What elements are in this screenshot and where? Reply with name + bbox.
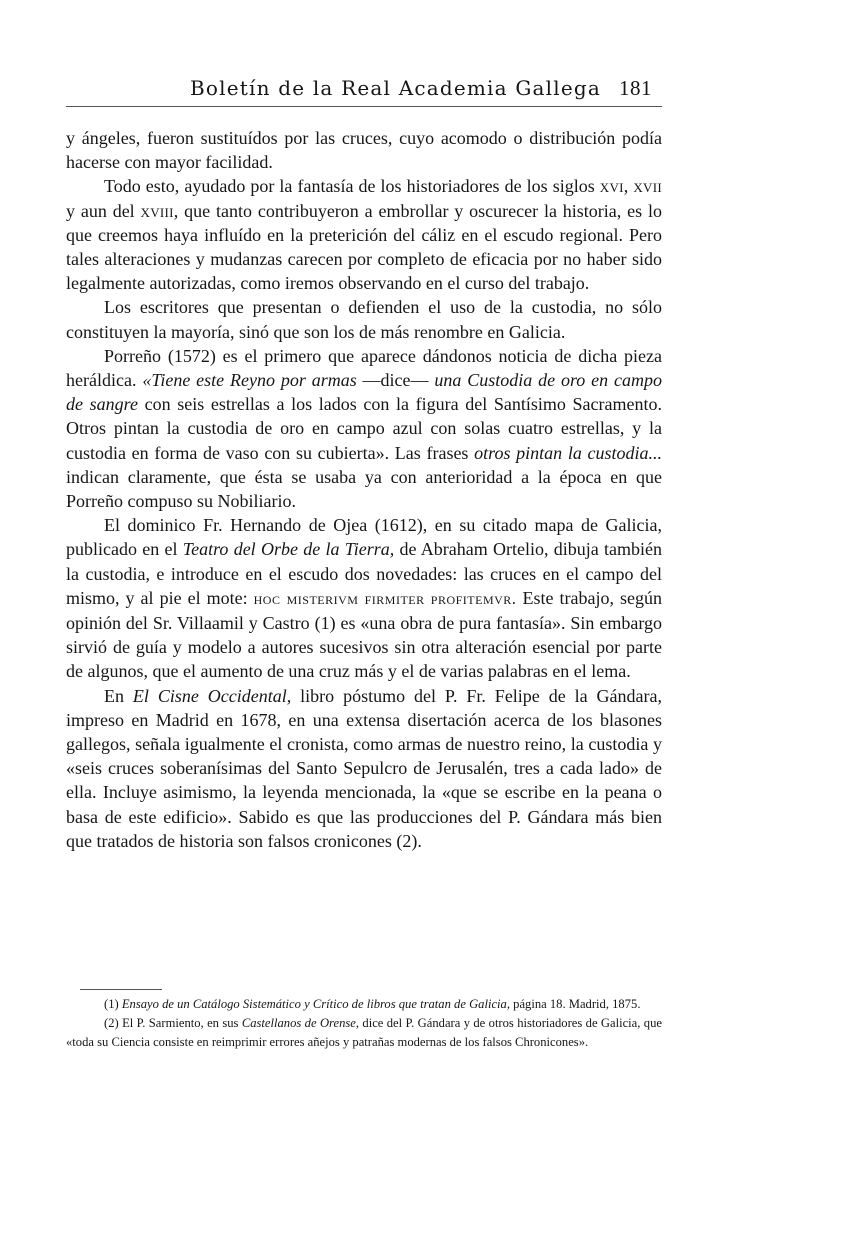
- paragraph-4-text-b: —dice—: [356, 370, 435, 391]
- footnote-1-title: Ensayo de un Catálogo Sistemático y Crítico de libros que tratan de Galicia,: [121, 997, 510, 1011]
- paragraph-3: [66, 295, 662, 343]
- paragraph-4-text-c: con seis estrellas a los lados con la figura del Santísimo Sacramento. Otros pintan la custodia de oro en campo azul con solas cuatro estrellas, y la custodia en forma de vaso con su cubierta». Las frases: [66, 394, 663, 463]
- footnote-2-mark: (2): [104, 1016, 119, 1030]
- motto-hoc-misterivm: hoc misterivm firmiter profitemvr.: [253, 588, 517, 608]
- paragraph-4: [66, 344, 662, 513]
- paragraph-5-text-c: Este trabajo, según opinión del Sr. Villaamil y Castro (1) es «una obra de pura fantasía». Sin embargo sirvió de guía y modelo a autores sucesivos sin otra alteración esencial por parte de algunos, que el aumento de una cruz más y el de varias palabras en el lema.: [66, 587, 662, 682]
- paragraph-6: [66, 684, 662, 853]
- quote-otros-pintan: otros pintan la custodia...: [474, 442, 662, 463]
- paragraph-3-text: Los escritores que presentan o defienden el uso de la custodia, no sólo constituyen la mayoría, sinó que son los de más renombre en Galicia.: [66, 297, 662, 342]
- paragraph-1-text: y ángeles, fueron sustituídos por las cruces, cuyo acomodo o distribución podía hacerse con mayor facilidad.: [66, 128, 662, 173]
- paragraph-4-text-a: Porreño (1572) es el primero que aparece dándonos noticia de dicha pieza heráldica.: [66, 345, 662, 391]
- paragraph-2: [66, 174, 662, 295]
- title-cisne-occidental: El Cisne Occidental,: [132, 685, 292, 706]
- journal-title: Boletín de la Real Academia Gallega: [190, 76, 601, 100]
- footnote-1-text: página 18. Madrid, 1875.: [510, 997, 641, 1011]
- paragraph-4-text-d: indican claramente, que ésta se usaba ya con anterioridad a la época en que Porreño compuso su Nobiliario.: [66, 466, 662, 512]
- footnote-2-text-a: El P. Sarmiento, en sus: [118, 1016, 242, 1030]
- header-rule: [66, 106, 662, 107]
- footnote-2: [66, 1014, 662, 1052]
- page-number: 181: [619, 76, 652, 100]
- footnote-rule: [80, 989, 162, 990]
- footnote-1-mark: (1): [104, 997, 119, 1011]
- paragraph-5: [66, 513, 662, 683]
- quote-reyno-armas: «Tiene este Reyno por armas: [142, 370, 357, 391]
- paragraph-2-text-b: ,: [623, 176, 634, 197]
- quote-custodia-oro: una Custodia de oro en campo de sangre: [66, 370, 662, 415]
- paragraph-2-text-c: y aun del: [66, 200, 141, 221]
- paragraph-5-text-a: El dominico Fr. Hernando de Ojea (1612), en su citado mapa de Galicia, publicado en el: [66, 515, 662, 560]
- title-teatro-orbe: Teatro del Orbe de la Tierra,: [182, 539, 395, 560]
- century-xvi: xvi: [599, 176, 624, 197]
- century-xviii: xviii: [140, 200, 174, 221]
- footnote-2-text-b: dice del P. Gándara y de otros historiadores de Galicia, que «toda su Ciencia consiste en reimprimir errores añejos y patrañas modernas de los falsos Chronicones».: [66, 1016, 662, 1049]
- paragraph-6-text-a: En: [104, 685, 133, 706]
- paragraph-5-text-b: de Abraham Ortelio, dibuja también la custodia, e introduce en el escudo dos novedades: las cruces en el campo del mismo, y al pie el mote:: [66, 539, 662, 608]
- footnotes: [66, 995, 662, 1052]
- running-header: [66, 76, 662, 106]
- footnote-1: [66, 995, 662, 1014]
- paragraph-2-text-a: Todo esto, ayudado por la fantasía de los historiadores de los siglos: [104, 176, 600, 197]
- body-text: [66, 126, 662, 853]
- century-xvii: xvii: [633, 176, 662, 197]
- paragraph-2-text-d: , que tanto contribuyeron a embrollar y oscurecer la historia, es lo que creemos haya influído en la preterición del cáliz en el escudo regional. Pero tales alteraciones y mudanzas carecen por completo de eficacia por no haber sido legalmente autorizadas, como iremos observando en el curso del trabajo.: [66, 200, 662, 294]
- paragraph-6-text-b: libro póstumo del P. Fr. Felipe de la Gándara, impreso en Madrid en 1678, en una extensa disertación acerca de los blasones gallegos, señala igualmente el cronista, como armas de nuestro reino, la custodia y «seis cruces soberanísimas del Santo Sepulcro de Jerusalén, tres a cada lado» de ella. Incluye asimismo, la leyenda mencionada, la «que se escribe en la peana o basa de este edificio». Sabido es que las producciones del P. Gándara más bien que tratados de historia son falsos cronicones (2).: [66, 685, 663, 851]
- footnote-2-title: Castellanos de Orense,: [241, 1016, 360, 1030]
- paragraph-1: [66, 126, 662, 174]
